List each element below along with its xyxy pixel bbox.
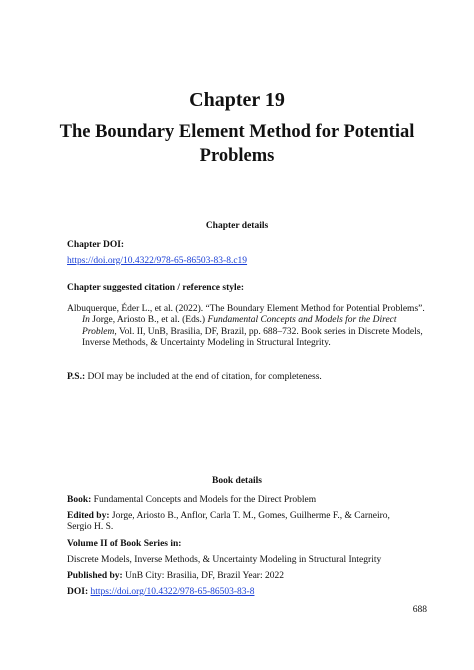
book-details-heading: Book details — [212, 476, 262, 486]
chapter-doi-label — [67, 240, 412, 251]
chapter-title: The Boundary Element Method for Potential Problems — [59, 122, 415, 166]
citation-part3: , Vol. II, UnB, Brasilia, DF, Brazil, pp. 688–732. Book series in Discrete Models, Inverse Methods, & Uncertainty Modeling in Structural Integrity. — [82, 326, 423, 349]
volume-label-row — [67, 539, 412, 550]
book-doi-label: DOI: — [67, 587, 89, 597]
published-label: Published by: — [67, 571, 123, 581]
published-row — [67, 571, 412, 582]
chapter-number: Chapter 19 — [189, 89, 285, 111]
volume-value: Discrete Models, Inverse Methods, & Uncertainty Modeling in Structural Integrity — [67, 555, 382, 565]
ps-text: DOI may be included at the end of citation, for completeness. — [85, 372, 322, 382]
page-number: 688 — [412, 605, 427, 615]
book-value: Fundamental Concepts and Models for the Direct Problem — [91, 495, 317, 505]
citation-text — [67, 304, 427, 350]
edited-value: Jorge, Ariosto B., Anflor, Carla T. M., Gomes, Guilherme F., & Carneiro, Sergio H. S. — [67, 511, 390, 533]
citation-label — [67, 283, 412, 294]
book-doi-link[interactable]: https://doi.org/10.4322/978-65-86503-83-8 — [90, 587, 255, 597]
chapter-doi-label-text: Chapter DOI: — [67, 240, 125, 250]
citation-in-word: In — [82, 315, 90, 326]
ps-label: P.S.: — [67, 372, 86, 382]
ps-note — [67, 372, 412, 383]
chapter-doi-row — [67, 256, 412, 267]
citation-label-text: Chapter suggested citation / reference style: — [67, 283, 245, 293]
edited-row — [67, 511, 412, 534]
citation-part1: Albuquerque, Éder L., et al. (2022). “The Boundary Element Method for Potential Problems”. — [67, 304, 425, 314]
chapter-details-heading: Chapter details — [205, 221, 269, 231]
chapter-doi-link[interactable]: https://doi.org/10.4322/978-65-86503-83-8.c19 — [67, 256, 248, 266]
book-label: Book: — [67, 495, 92, 505]
book-row — [67, 495, 412, 506]
edited-label: Edited by: — [67, 511, 110, 521]
citation-part2: Jorge, Ariosto B., et al. (Eds.) — [89, 315, 208, 326]
book-doi-row — [67, 587, 412, 598]
volume-label: Volume II of Book Series in: — [67, 539, 182, 549]
citation-book-title: Fundamental Concepts and Models for the Direct Problem — [82, 315, 397, 337]
volume-value-row — [67, 555, 412, 566]
published-value: UnB City: Brasilia, DF, Brazil Year: 2022 — [122, 571, 284, 581]
